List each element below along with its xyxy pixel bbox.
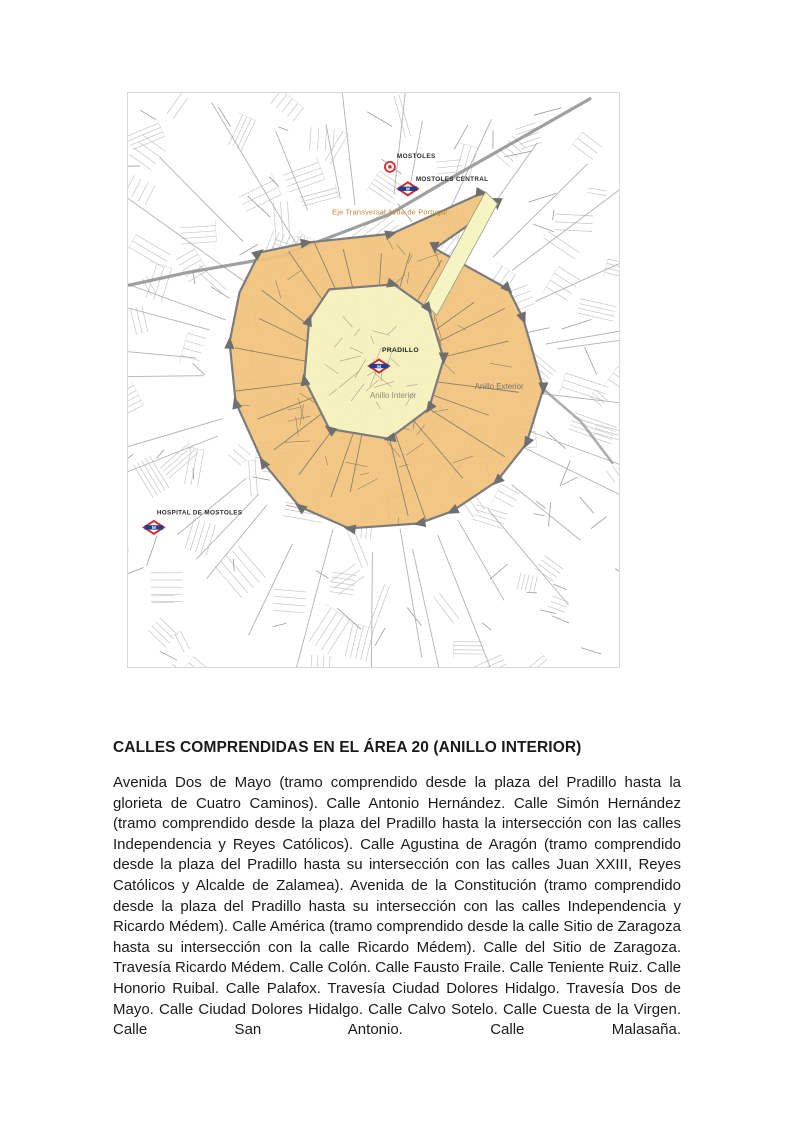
hospital-mostoles-label: HOSPITAL DE MOSTOLES <box>156 509 243 517</box>
street-list-paragraph: Avenida Dos de Mayo (tramo comprendido desde la plaza del Pradillo hasta la glorieta de Cuatro Caminos). Calle Antonio Hernández. Calle Simón Hernández (tramo comprendido desde la plaza del Pradillo hasta la intersección con las calles Independencia y Reyes Católicos). Calle Agustina de Aragón (tramo comprendido desde la plaza del Pradillo hasta su intersección con las calles Juan XXIII, Reyes Católicos y Alcalde de Zalamea). Avenida de la Constitución (tramo comprendido desde la plaza del Pradillo hasta su intersección con las calles Independencia y Ricardo Médem). Calle América (tramo comprendido desde la calle Sitio de Zaragoza hasta su intersección con la calle Ricardo Médem). Calle del Sitio de Zaragoza. Travesía Ricardo Médem. Calle Colón. Calle Fausto Fraile. Calle Teniente Ruiz. Calle Honorio Ruibal. Calle Palafox. Travesía Ciudad Dolores Hidalgo. Travesía Dos de Mayo. Calle Ciudad Dolores Hidalgo. Calle Calvo Sotelo. Calle Cuesta de la Virgen. Calle San Antonio. Calle Malasaña. <box>113 774 681 1039</box>
pradillo-station-label: PRADILLO <box>381 347 419 355</box>
svg-text:M: M <box>151 525 156 531</box>
metro-icon-hospital <box>144 521 164 534</box>
eje-transversal-label: Eje Transversal Avda de Portugal <box>332 207 448 217</box>
mostoles-area-map <box>127 92 620 668</box>
svg-text:M: M <box>377 363 381 369</box>
anillo-exterior-label: Anillo Exterior <box>474 381 524 391</box>
mostoles-station-label: MOSTOLES <box>396 152 436 160</box>
cercanias-icon <box>385 162 395 172</box>
svg-text:M: M <box>405 186 410 192</box>
page-title: CALLES COMPRENDIDAS EN EL ÁREA 20 (ANILLO INTERIOR) <box>113 739 582 756</box>
mostoles-central-station-label: MOSTOLES CENTRAL <box>415 175 489 183</box>
anillo-interior-label: Anillo Interior <box>370 390 417 400</box>
metro-icon-mostoles-central <box>398 182 418 195</box>
